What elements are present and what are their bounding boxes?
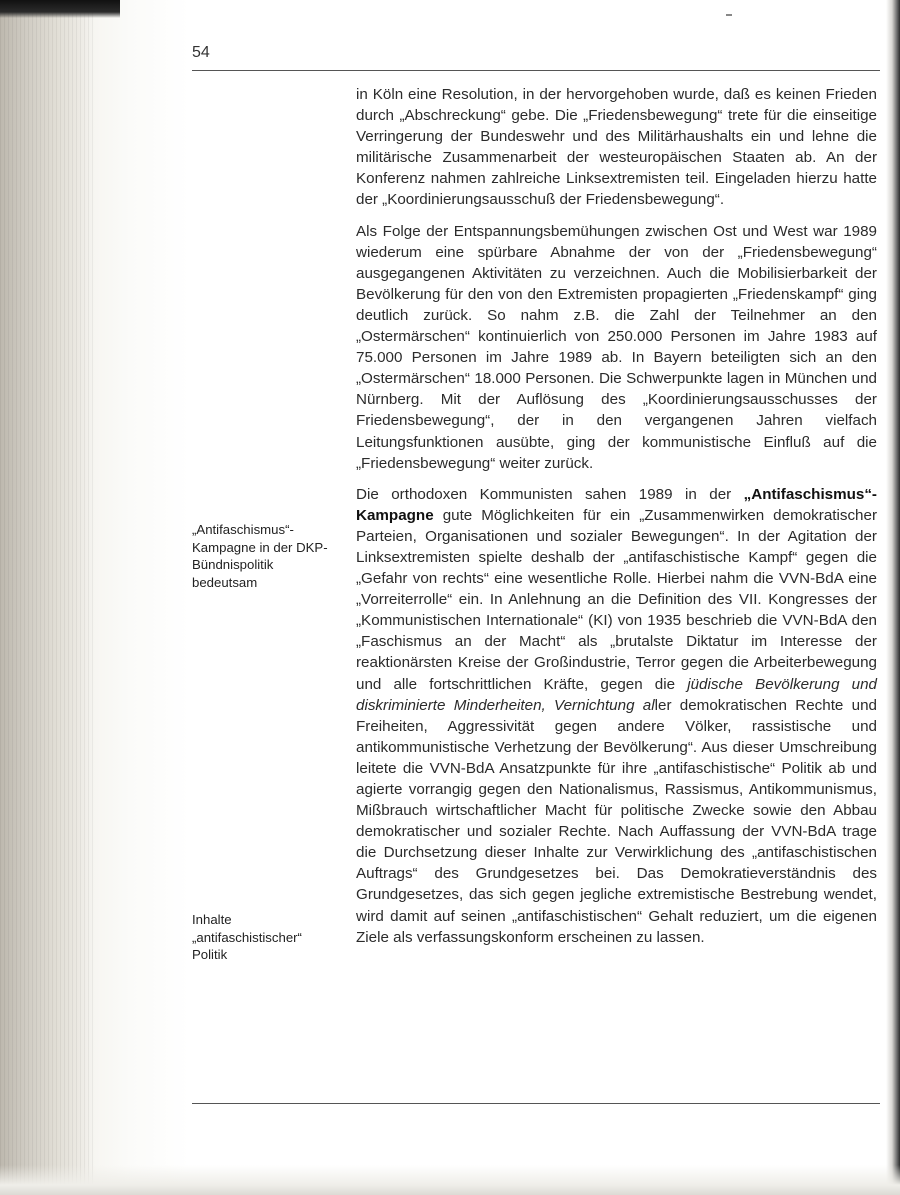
paragraph-text: Die orthodoxen Kommunisten sahen 1989 in der <box>356 485 744 503</box>
body-text <box>356 84 877 958</box>
italic-emphasis: jüdische Bevölkerung und diskriminierte Minderheiten, Vernichtung al <box>356 675 877 714</box>
margin-note-inhalte: Inhalte „antifaschistischer“ Politik <box>192 912 302 962</box>
paragraph-resolution: in Köln eine Resolution, in der hervorgehoben wurde, daß es keinen Frieden durch „Abschreckung“ gebe. Die „Friedensbewegung“ trete für die einseitige Verringerung der Bundeswehr und des Militärhaushalts ein und lehne die militärische Zusammenarbeit der westeuropäischen Staaten ab. An der Konferenz nahmen zahlreiche Linksextremisten teil. Eingeladen hierzu hatte der „Koordinierungsausschuß der Friedensbewegung“. <box>356 86 877 209</box>
scan-speck <box>726 14 732 16</box>
paragraph-entspannung: Als Folge der Entspannungsbemühungen zwischen Ost und West war 1989 wiederum eine spürbare Abnahme der von der „Friedensbewegung“ ausgegangenen Aktivitäten zu verzeichnen. Auch die Mobilisierbarkeit der Bevölkerung für den von den Extremisten propagierten „Friedenskampf“ ging deutlich zurück. So nahm z.B. die Zahl der Teilnehmer an den „Ostermärschen“ kontinuierlich von 250.000 Personen im Jahre 1983 auf 75.000 Personen im Jahre 1989 ab. In Bayern beteiligten sich an den „Ostermärschen“ 18.000 Personen. Die Schwerpunkte lagen in München und Nürnberg. Mit der Auflösung des „Koordinierungsausschusses der Friedensbewegung“, der in den vergangenen Jahren vielfach Leitungsfunktionen ausübte, ging der kommunistische Einfluß auf die „Friedensbewegung“ weiter zurück. <box>356 222 877 472</box>
paragraph-text: gute Möglichkeiten für ein „Zusammenwirken demokratischer Parteien, Organisationen und sozialer Bewegungen“. In der Agitation der Linksextremisten spielte deshalb der „antifaschistische Kampf“ gegen die „Gefahr von rechts“ eine wesentliche Rolle. Hierbei nahm die VVN-BdA eine „Vorreiterrolle“ ein. In Anlehnung an die Definition des VII. Kongresses der „Kommunistischen Internationale“ (KI) von 1935 beschrieb die VVN-BdA den „Faschismus an der Macht“ als „brutalste Diktatur im Interesse der reaktionärsten Kreise der Großindustrie, Terror gegen die Arbeiterbewegung und alle fortschrittlichen Kräfte, gegen die <box>356 506 877 693</box>
bold-term-kampagne: „Antifaschismus“-Kampagne <box>356 485 877 524</box>
margin-note-antifaschismus-kampagne: „Antifaschismus“-Kampagne in der DKP-Bündnispolitik bedeutsam <box>192 522 328 590</box>
page-number: 54 <box>192 44 210 61</box>
scan-shadow-bottom <box>0 1165 900 1195</box>
book-binding-edge <box>0 0 95 1195</box>
header-rule <box>192 70 880 71</box>
paragraph-antifaschismus <box>356 484 877 948</box>
scan-shadow-top-left <box>0 0 120 18</box>
footer-rule <box>192 1103 880 1104</box>
scan-shadow-right <box>886 0 900 1195</box>
paragraph-text: ler demokratischen Rechte und Freiheiten, Aggressivität gegen andere Völker, rassistische und antikommunistische Verhetzung der Bevölkerung“. Aus dieser Umschreibung leitete die VVN-BdA Ansatzpunkte für ihre „antifaschistische“ Politik ab und agierte vorrangig gegen den Nationalismus, Rassismus, Antikommunismus, Mißbrauch wirtschaftlicher Macht für politische Zwecke sowie den Abbau demokratischer und sozialer Rechte. Nach Auffassung der VVN-BdA trage die Durchsetzung dieser Inhalte zur Verwirklichung des „antifaschistischen Auftrags“ des Grundgesetzes bei. Das Demokratieverständnis des Grundgesetzes, das sich gegen jegliche extremistische Bestrebung wendet, wird damit auf seinen „antifaschistischen“ Gehalt reduziert, um die eigenen Ziele als verfassungskonform erscheinen zu lassen. <box>356 696 877 946</box>
